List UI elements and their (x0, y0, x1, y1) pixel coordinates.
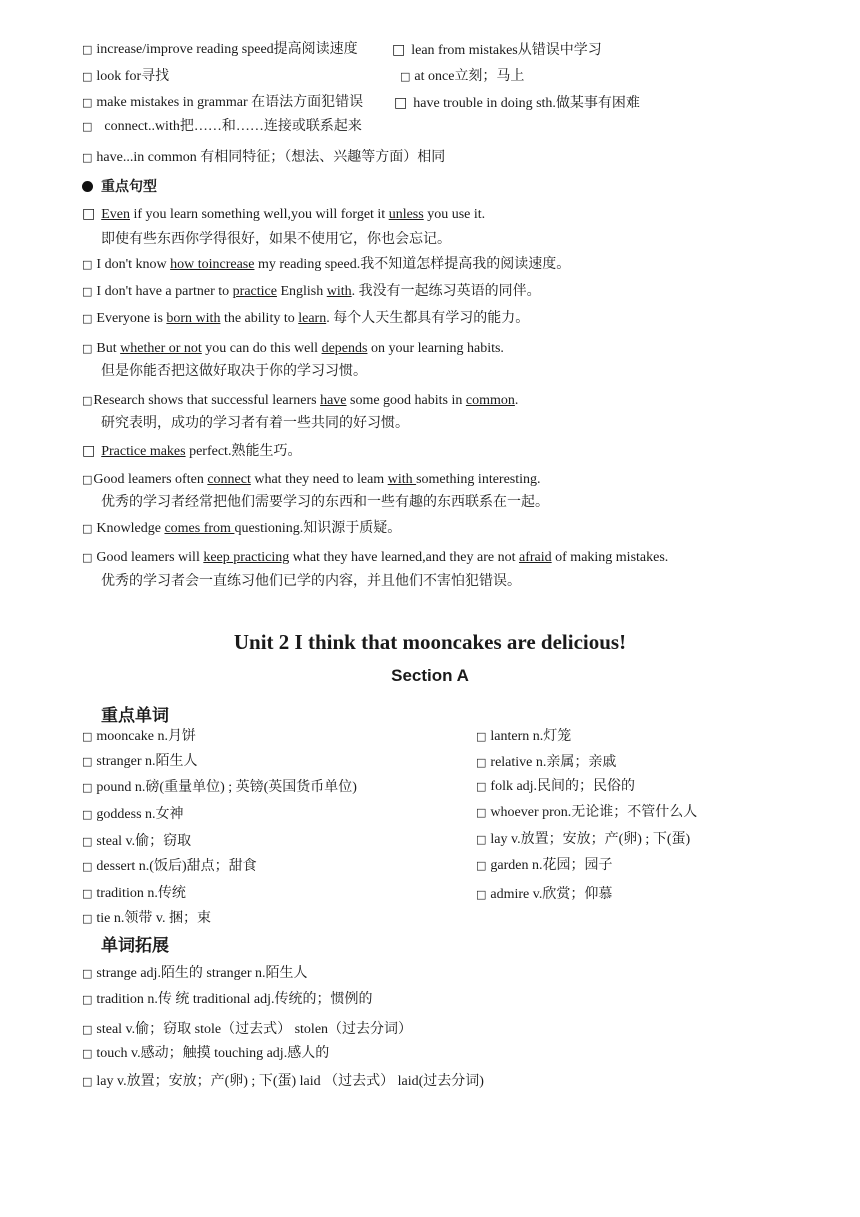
checkbox-icon: □ (82, 473, 93, 486)
section-title: Section A (391, 666, 469, 685)
sentence-translation: 每个人天生都具有学习的能力。 (333, 311, 530, 326)
phrase-zh: 立刻；马上 (454, 69, 525, 84)
vocab-right-item: □ admire v.欣赏；仰慕 (476, 887, 613, 902)
underlined-word: depends (321, 341, 368, 356)
sentence-3: □ I don't have a partner to practice English with. 我没有一起练习英语的同伴。 (82, 284, 541, 299)
checkbox-icon: □ (82, 206, 96, 222)
sentence-translation: 熟能生巧。 (231, 444, 302, 459)
vocab-right-item: □ lay v.放置；安放；产(卵) ; 下(蛋) (476, 832, 691, 847)
checkbox-icon: □ (82, 1075, 93, 1088)
sentence-translation: 知识源于质疑。 (303, 521, 402, 536)
expand-item: □ steal v.偷；窃取 stole（过去式） stolen（过去分词） (82, 1022, 413, 1037)
checkbox-icon: □ (82, 860, 93, 873)
underlined-word: how toincrease (170, 257, 255, 272)
checkbox-icon: □ (82, 120, 93, 133)
vocab-left-item: □ steal v.偷；窃取 (82, 834, 192, 849)
underlined-word: whether or not (120, 341, 202, 356)
checkbox-icon: □ (82, 993, 93, 1006)
checkbox-icon: □ (82, 808, 93, 821)
checkbox-icon: □ (82, 43, 93, 56)
underlined-word: born with (166, 311, 221, 326)
phrase-row-4 (82, 118, 362, 136)
expand-item: □ touch v.感动；触摸 touching adj.感人的 (82, 1046, 330, 1061)
underlined-word: learn (298, 311, 327, 326)
vocab-left-item: □ tie n.领带 v. 捆；束 (82, 911, 211, 926)
checkbox-icon: □ (476, 859, 487, 872)
underlined-word: practice (232, 284, 277, 299)
checkbox-icon: □ (82, 755, 93, 768)
vocab-right-item: □ folk adj.民间的；民俗的 (476, 779, 636, 794)
checkbox-icon: □ (476, 806, 487, 819)
sentence-10-translation: 优秀的学习者会一直练习他们已学的内容，并且他们不害怕犯错误。 (101, 574, 521, 589)
checkbox-icon: □ (82, 258, 93, 271)
phrase-row-3 (82, 94, 363, 112)
checkbox-icon: □ (400, 70, 411, 83)
phrase-en: at once (414, 69, 455, 84)
sentence-translation: 我不知道怎样提高我的阅读速度。 (360, 257, 571, 272)
underlined-word: Practice makes (101, 444, 186, 459)
sentence-10: □ Good leamers will keep practicing what they have learned,and they are not afraid of making mistakes. (82, 550, 669, 565)
checkbox-icon: □ (394, 95, 408, 111)
checkbox-icon: □ (82, 1023, 93, 1036)
checkbox-icon: □ (82, 887, 93, 900)
checkbox-icon: □ (82, 835, 93, 848)
phrase-zh: 寻找 (141, 69, 170, 84)
phrase-en: look for (96, 69, 142, 84)
vocab-left-item: □ stranger n.陌生人 (82, 754, 198, 769)
checkbox-icon: □ (82, 1047, 93, 1060)
phrase-en: make mistakes in grammar (96, 95, 252, 110)
vocab-right-item: □ whoever pron.无论谁；不管什么人 (476, 805, 698, 820)
expand-item: □ strange adj.陌生的 stranger n.陌生人 (82, 966, 308, 981)
sentence-4: □ Everyone is born with the ability to learn. 每个人天生都具有学习的能力。 (82, 311, 530, 326)
sentence-1-translation: 即使有些东西你学得很好，如果不使用它，你也会忘记。 (101, 232, 451, 247)
checkbox-icon: □ (82, 781, 93, 794)
checkbox-icon: □ (82, 312, 93, 325)
phrase-en: have trouble in doing sth. (413, 96, 556, 111)
checkbox-icon: □ (82, 342, 93, 355)
bullet-icon (82, 181, 93, 192)
checkbox-icon: □ (476, 756, 487, 769)
vocab-left-item: □ mooncake n.月饼 (82, 729, 196, 744)
vocab-left-item: □ pound n.磅(重量单位) ; 英镑(英国货币单位) (82, 780, 357, 795)
sentence-6-translation: 研究表明，成功的学习者有着一些共同的好习惯。 (101, 416, 409, 431)
underlined-word: common (465, 393, 515, 408)
underlined-word: have (320, 393, 347, 408)
sentence-5: □ But whether or not you can do this well depends on your learning habits. (82, 341, 504, 356)
checkbox-icon: □ (82, 96, 93, 109)
underlined-word: connect (207, 472, 251, 487)
vocab-heading: 重点单词 (101, 706, 169, 726)
underlined-word: unless (388, 207, 424, 222)
underlined-word: Even (101, 207, 130, 222)
checkbox-icon: □ (476, 730, 487, 743)
checkbox-icon: □ (476, 833, 487, 846)
phrase-zh: 在语法方面犯错误 (251, 95, 364, 110)
underlined-word: comes from (164, 521, 235, 536)
vocab-left-item: □ tradition n.传统 (82, 886, 186, 901)
sentence-8: □Good leamers often connect what they need to leam with something interesting. (82, 472, 541, 487)
checkbox-icon: □ (476, 780, 487, 793)
phrase-row-2-right (400, 68, 524, 86)
vocab-right-item: □ relative n.亲属；亲戚 (476, 755, 617, 770)
checkbox-icon: □ (476, 888, 487, 901)
sentence-1: □ Even if you learn something well,you will forget it unless you use it. (82, 206, 486, 222)
phrase-en: lean from mistakes (411, 43, 518, 58)
checkbox-icon: □ (82, 443, 96, 459)
sentence-9: □ Knowledge comes from questioning.知识源于质疑。 (82, 521, 402, 536)
vocab-right-item: □ garden n.花园；园子 (476, 858, 613, 873)
checkbox-icon: □ (82, 151, 93, 164)
checkbox-icon: □ (392, 42, 406, 58)
checkbox-icon: □ (82, 967, 93, 980)
expand-item: □ tradition n.传 统 traditional adj.传统的；惯例的 (82, 992, 373, 1007)
phrase-row-5 (82, 149, 445, 167)
phrase-zh: 有相同特征；（想法、兴趣等方面）相同 (200, 150, 446, 165)
checkbox-icon: □ (82, 285, 93, 298)
checkbox-icon: □ (82, 522, 93, 535)
sentence-heading (82, 176, 157, 196)
sentence-heading-text: 重点句型 (101, 179, 157, 195)
phrase-en: increase/improve reading speed (96, 42, 274, 57)
sentence-5-translation: 但是你能否把这做好取决于你的学习习惯。 (101, 364, 367, 379)
vocab-right-item: □ lantern n.灯笼 (476, 729, 572, 744)
underlined-word: with (326, 284, 352, 299)
checkbox-icon: □ (82, 912, 93, 925)
expand-item: □ lay v.放置；安放；产(卵) ; 下(蛋) laid （过去式） laid(过去分词) (82, 1074, 484, 1089)
phrase-zh: 把……和……连接或联系起来 (179, 119, 362, 134)
underlined-word: afraid (518, 550, 552, 565)
checkbox-icon: □ (82, 394, 93, 407)
sentence-6: □Research shows that successful learners have some good habits in common. (82, 393, 519, 408)
vocab-left-item: □ dessert n.(饭后)甜点；甜食 (82, 859, 257, 874)
underlined-word: with (387, 472, 417, 487)
phrase-en: have...in common (96, 150, 201, 165)
phrase-row-1-right (392, 41, 602, 60)
phrase-row-2 (82, 68, 169, 86)
phrase-row-1 (82, 41, 358, 59)
vocab-left-item: □ goddess n.女神 (82, 807, 184, 822)
sentence-8-translation: 优秀的学习者经常把他们需要学习的东西和一些有趣的东西联系在一起。 (101, 495, 549, 510)
sentence-2: □ I don't know how toincrease my reading speed.我不知道怎样提高我的阅读速度。 (82, 257, 571, 272)
phrase-en: connect..with (104, 119, 180, 134)
expand-heading: 单词拓展 (101, 936, 169, 956)
checkbox-icon: □ (82, 730, 93, 743)
underlined-word: keep practicing (203, 550, 290, 565)
checkbox-icon: □ (82, 70, 93, 83)
phrase-zh: 做某事有困难 (555, 96, 640, 111)
sentence-translation: 我没有一起练习英语的同伴。 (358, 284, 541, 299)
checkbox-icon: □ (82, 551, 93, 564)
sentence-7: □ Practice makes perfect.熟能生巧。 (82, 443, 302, 459)
unit-title: Unit 2 I think that mooncakes are delicious! (233, 630, 627, 654)
phrase-zh: 从错误中学习 (517, 43, 602, 58)
phrase-zh: 提高阅读速度 (273, 42, 358, 57)
phrase-row-3-right (394, 94, 640, 113)
